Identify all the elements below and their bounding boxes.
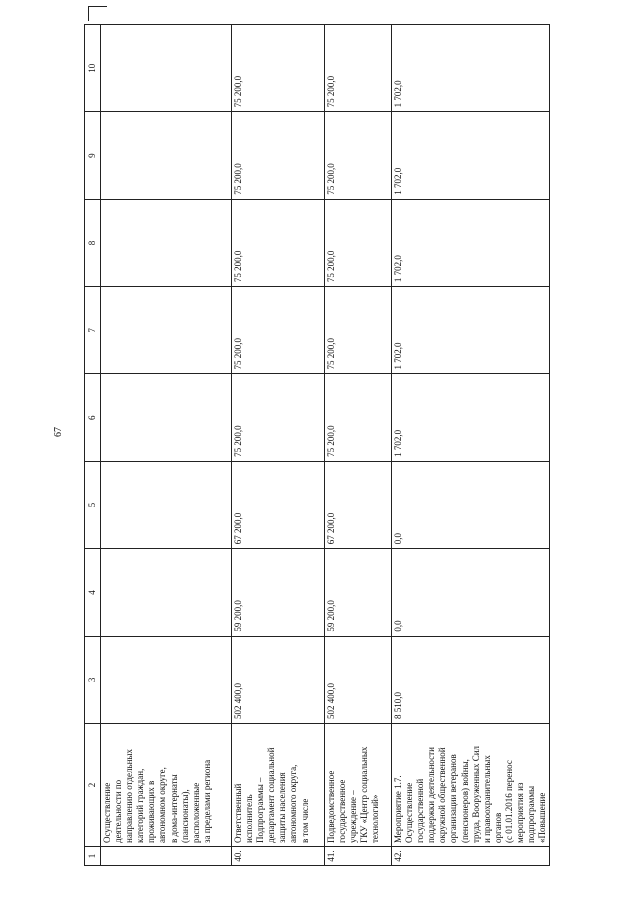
table-row	[101, 25, 232, 866]
row-description: Осуществление деятельности по направлению отдельных категорий граждан, проживающих в автономном округе, в дома-интернаты (пансионаты), расположенные за пределами региона	[101, 724, 232, 847]
table-row	[232, 25, 325, 866]
value-cell: 1 702,0	[392, 374, 550, 461]
row-number: 42.	[392, 847, 550, 866]
header-cell: 10	[85, 25, 101, 112]
row-description: Ответственный исполнитель Подпрограммы – департамент социальной защиты населения автономного округа, в том числе	[232, 724, 325, 847]
value-cell: 75 200,0	[232, 199, 325, 286]
value-cell: 75 200,0	[232, 287, 325, 374]
budget-table	[84, 24, 550, 866]
value-cell: 67 200,0	[325, 461, 392, 548]
value-cell	[101, 199, 232, 286]
value-cell: 59 200,0	[325, 549, 392, 636]
value-cell: 67 200,0	[232, 461, 325, 548]
rotated-table-container	[84, 24, 548, 866]
header-cell: 3	[85, 636, 101, 723]
header-cell: 2	[85, 724, 101, 847]
header-cell: 4	[85, 549, 101, 636]
value-cell: 1 702,0	[392, 199, 550, 286]
value-cell: 1 702,0	[392, 112, 550, 199]
value-cell	[101, 287, 232, 374]
row-number: 40.	[232, 847, 325, 866]
value-cell	[101, 112, 232, 199]
header-cell: 7	[85, 287, 101, 374]
value-cell: 75 200,0	[232, 25, 325, 112]
header-cell: 5	[85, 461, 101, 548]
value-cell	[101, 461, 232, 548]
header-cell: 1	[85, 847, 101, 866]
value-cell: 502 400,0	[232, 636, 325, 723]
value-cell	[101, 549, 232, 636]
value-cell: 75 200,0	[232, 112, 325, 199]
value-cell: 75 200,0	[325, 199, 392, 286]
header-cell: 6	[85, 374, 101, 461]
row-description: Мероприятие 1.7. Осуществление государственной поддержки деятельности окружной общественной организации ветеранов (пенсионеров) войны, труда, Вооруженных Сил и правоохранительных органов (с 01.01.2016 перенос мероприятия из подпрограммы «Повышение	[392, 724, 550, 847]
value-cell: 75 200,0	[232, 374, 325, 461]
header-cell: 9	[85, 112, 101, 199]
value-cell: 502 400,0	[325, 636, 392, 723]
table-corner-line	[88, 6, 107, 21]
row-description: Подведомственное государственное учреждение – ГКУ «Центр социальных технологий»	[325, 724, 392, 847]
value-cell: 75 200,0	[325, 287, 392, 374]
value-cell	[101, 25, 232, 112]
value-cell	[101, 374, 232, 461]
table-row	[325, 25, 392, 866]
value-cell: 0,0	[392, 549, 550, 636]
row-number: 41.	[325, 847, 392, 866]
value-cell: 0,0	[392, 461, 550, 548]
value-cell: 75 200,0	[325, 112, 392, 199]
row-number	[101, 847, 232, 866]
value-cell: 75 200,0	[325, 374, 392, 461]
table-row	[392, 25, 550, 866]
value-cell: 59 200,0	[232, 549, 325, 636]
header-cell: 8	[85, 199, 101, 286]
value-cell: 1 702,0	[392, 25, 550, 112]
value-cell: 8 510,0	[392, 636, 550, 723]
value-cell: 1 702,0	[392, 287, 550, 374]
table-header-row	[85, 25, 101, 866]
value-cell	[101, 636, 232, 723]
value-cell: 75 200,0	[325, 25, 392, 112]
page-number: 67	[53, 427, 64, 437]
